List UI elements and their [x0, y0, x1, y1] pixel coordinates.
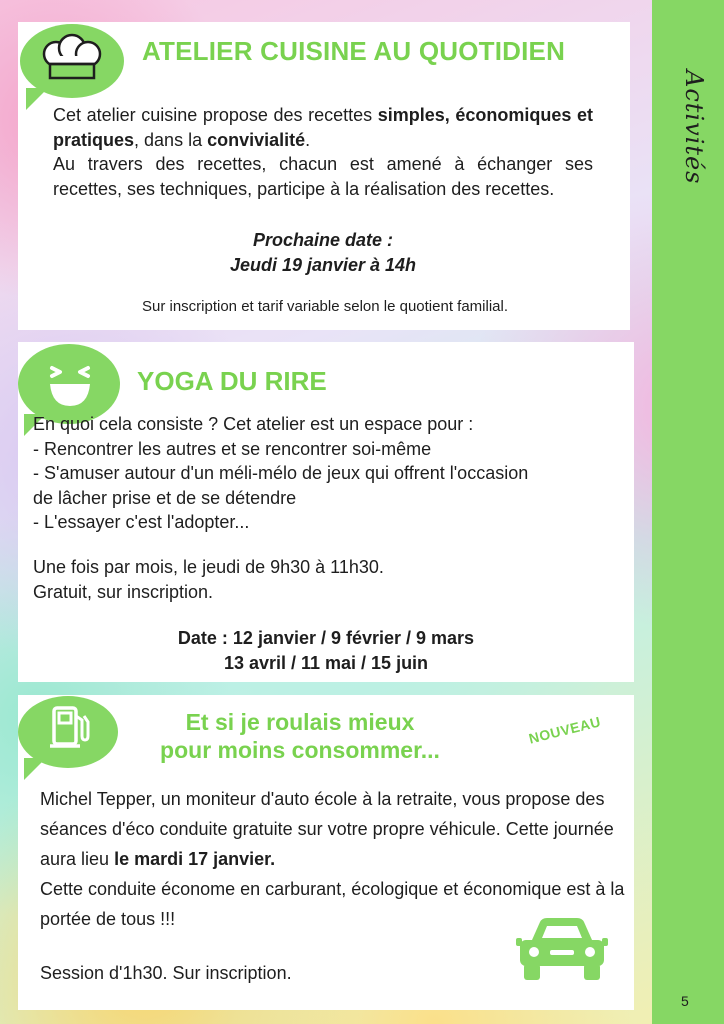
new-badge: NOUVEAU	[527, 713, 603, 747]
page-number: 5	[681, 993, 689, 1009]
eco-title-line-1: Et si je roulais mieux	[185, 709, 415, 735]
cuisine-date-label: Prochaine date :	[252, 230, 394, 250]
fuel-pump-icon	[18, 696, 118, 768]
yoga-dates	[18, 626, 634, 676]
car-icon	[512, 910, 612, 990]
eco-paragraph-1: Michel Tepper, un moniteur d'auto école à la retraite, vous propose des séances d'éco conduite gratuite sur votre propre véhicule. Cette journée aura lieu le mardi 17 janvier.	[40, 789, 614, 869]
cuisine-paragraph-1: Cet atelier cuisine propose des recettes simples, économiques et pratiques, dans la convivialité.	[53, 105, 593, 150]
eco-paragraph-2: Cette conduite économe en carburant, écologique et économique est à la portée de tous !!!	[40, 879, 625, 929]
cuisine-next-date	[53, 228, 593, 278]
yoga-dates-line-1: Date : 12 janvier / 9 février / 9 mars	[177, 628, 475, 648]
yoga-line: - Rencontrer les autres et se rencontrer soi-même	[33, 438, 432, 459]
yoga-title: YOGA DU RIRE	[137, 366, 327, 396]
yoga-schedule-line: Une fois par mois, le jeudi de 9h30 à 11h30.	[33, 557, 384, 577]
chef-hat-icon	[20, 24, 124, 98]
yoga-line: - L'essayer c'est l'adopter...	[33, 512, 250, 532]
eco-title	[120, 708, 480, 764]
yoga-line: de lâcher prise et de se détendre	[33, 487, 297, 508]
yoga-line: - S'amuser autour d'un méli-mélo de jeux qui offrent l'occasion	[33, 463, 529, 483]
yoga-schedule	[33, 555, 633, 604]
yoga-price-line: Gratuit, sur inscription.	[33, 581, 214, 602]
yoga-line: En quoi cela consiste ? Cet atelier est un espace pour :	[33, 414, 474, 434]
eco-title-line-2: pour moins consommer...	[160, 737, 440, 763]
cuisine-paragraph-2: Au travers des recettes, chacun est amené à échanger ses recettes, ses techniques, participe à la réalisation des recettes.	[53, 154, 593, 199]
cuisine-note: Sur inscription et tarif variable selon le quotient familial.	[141, 298, 508, 315]
eco-session: Session d'1h30. Sur inscription.	[40, 963, 292, 983]
yoga-description	[33, 412, 633, 535]
cuisine-description	[53, 103, 593, 201]
cuisine-title: ATELIER CUISINE AU QUOTIDIEN	[142, 36, 566, 66]
sidebar-title: Activités	[680, 70, 708, 185]
cuisine-date-value: Jeudi 19 janvier à 14h	[229, 255, 417, 275]
yoga-dates-line-2: 13 avril / 11 mai / 15 juin	[223, 653, 429, 673]
